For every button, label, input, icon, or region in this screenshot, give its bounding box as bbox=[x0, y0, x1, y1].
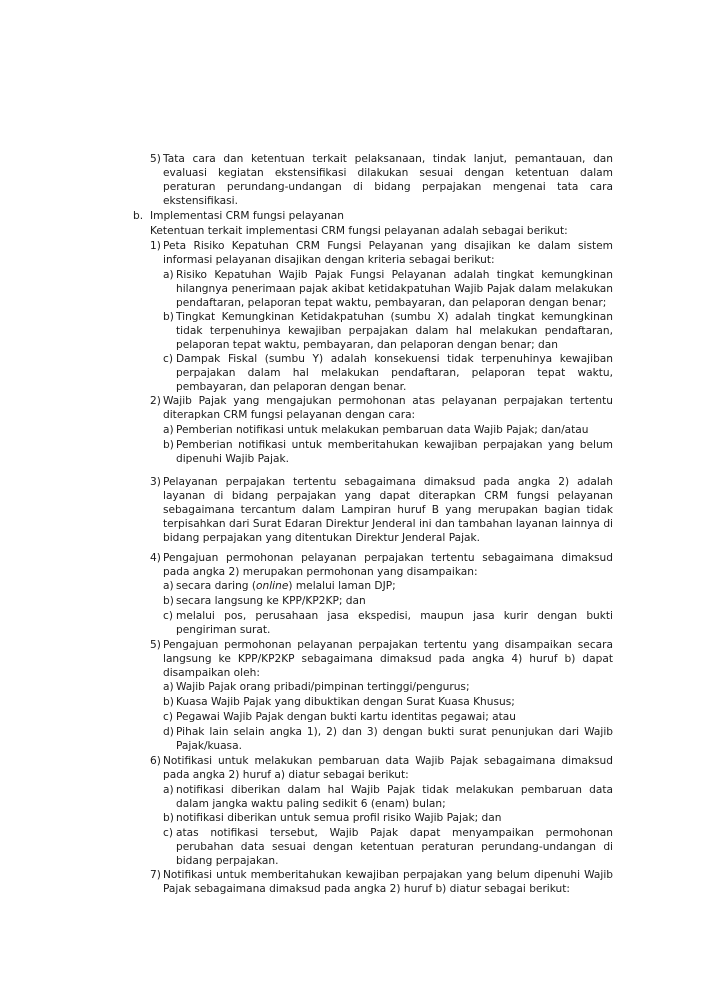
item-number: 7) bbox=[150, 869, 161, 881]
item-letter: d) bbox=[163, 726, 174, 738]
item-text: Pengajuan permohonan pelayanan perpajakan tertentu sebagaimana dimaksud pada angka 2) merupakan permohonan yang disampaikan: bbox=[163, 552, 613, 578]
item-text: Pegawai Wajib Pajak dengan bukti kartu identitas pegawai; atau bbox=[176, 711, 517, 723]
item-text bbox=[176, 579, 613, 593]
list-item-5c bbox=[163, 710, 613, 724]
list-item-6c bbox=[163, 826, 613, 868]
item-letter: a) bbox=[163, 681, 174, 693]
item-letter: b) bbox=[163, 812, 174, 824]
list-item-7 bbox=[150, 868, 613, 896]
list-item-2 bbox=[150, 394, 613, 422]
item-letter: a) bbox=[163, 784, 174, 796]
list-item-2b bbox=[163, 438, 613, 466]
item-text: Risiko Kepatuhan Wajib Pajak Fungsi Pelayanan adalah tingkat kemungkinan hilangnya penerimaan pajak akibat ketidakpatuhan Wajib Pajak dalam melakukan pendaftaran, pelaporan tepat waktu, pembayaran, dan pelaporan dengan benar; bbox=[176, 269, 613, 309]
item-number: 3) bbox=[150, 476, 161, 488]
list-item-5a bbox=[163, 680, 613, 694]
document-body bbox=[133, 152, 613, 896]
item-text: Kuasa Wajib Pajak yang dibuktikan dengan Surat Kuasa Khusus; bbox=[176, 696, 515, 708]
item-letter: c) bbox=[163, 353, 173, 365]
list-item-3 bbox=[150, 475, 613, 545]
paragraph-text: Ketentuan terkait implementasi CRM fungsi pelayanan adalah sebagai berikut: bbox=[150, 225, 568, 237]
item-number: 4) bbox=[150, 552, 161, 564]
item-text: notifikasi diberikan dalam hal Wajib Pajak tidak melakukan pembaruan data dalam jangka waktu paling sedikit 6 (enam) bulan; bbox=[176, 784, 613, 810]
list-item-1c bbox=[163, 352, 613, 394]
item-text: Peta Risiko Kepatuhan CRM Fungsi Pelayanan yang disajikan ke dalam sistem informasi pelayanan disajikan dengan kriteria sebagai berikut: bbox=[163, 240, 613, 266]
item-text: Pihak lain selain angka 1), 2) dan 3) dengan bukti surat penunjukan dari Wajib Pajak/kuasa. bbox=[176, 726, 613, 752]
item-text: Tingkat Kemungkinan Ketidakpatuhan (sumbu X) adalah tingkat kemungkinan tidak terpenuhinya kewajiban perpajakan dalam hal melakukan pendaftaran, pelaporan tepat waktu, pembayaran, dan pelaporan dengan benar; dan bbox=[176, 311, 613, 351]
list-item-5b bbox=[163, 695, 613, 709]
intro-paragraph bbox=[150, 224, 613, 238]
item-text: atas notifikasi tersebut, Wajib Pajak dapat menyampaikan permohonan perubahan data sesuai dengan ketentuan peraturan perundang-undangan di bidang perpajakan. bbox=[176, 827, 613, 867]
item-letter: b) bbox=[163, 311, 174, 323]
list-item-5 bbox=[150, 638, 613, 680]
list-item-6 bbox=[150, 754, 613, 782]
item-text: Dampak Fiskal (sumbu Y) adalah konsekuensi tidak terpenuhinya kewajiban perpajakan dalam hal melakukan pendaftaran, pelaporan tepat waktu, pembayaran, dan pelaporan dengan benar. bbox=[176, 353, 613, 393]
item-text: Pelayanan perpajakan tertentu sebagaimana dimaksud pada angka 2) adalah layanan di bidang perpajakan yang dapat diterapkan CRM fungsi pelayanan sebagaimana tercantum dalam Lampiran huruf B yang merupakan bagian tidak terpisahkan dari Surat Edaran Direktur Jenderal ini dan tambahan layanan lainnya di bidang perpajakan yang ditentukan Direktur Jenderal Pajak. bbox=[163, 476, 613, 544]
list-item-4c bbox=[163, 609, 613, 637]
list-item-a5 bbox=[150, 152, 613, 208]
item-letter: a) bbox=[163, 580, 174, 592]
text-part: ) melalui laman DJP; bbox=[288, 580, 396, 592]
list-item-1 bbox=[150, 239, 613, 267]
item-text: Pemberian notifikasi untuk melakukan pembaruan data Wajib Pajak; dan/atau bbox=[176, 424, 589, 436]
item-text: melalui pos, perusahaan jasa ekspedisi, maupun jasa kurir dengan bukti pengiriman surat. bbox=[176, 610, 613, 636]
item-number: 1) bbox=[150, 240, 161, 252]
list-item-4a bbox=[163, 579, 613, 593]
list-item-4 bbox=[150, 551, 613, 579]
item-number: 5) bbox=[150, 639, 161, 651]
item-letter: b) bbox=[163, 696, 174, 708]
item-number: 6) bbox=[150, 755, 161, 767]
item-letter: b) bbox=[163, 595, 174, 607]
item-letter: a) bbox=[163, 269, 174, 281]
item-text: Wajib Pajak yang mengajukan permohonan atas pelayanan perpajakan tertentu diterapkan CRM fungsi pelayanan dengan cara: bbox=[163, 395, 613, 421]
list-item-6a bbox=[163, 783, 613, 811]
italic-term: online bbox=[256, 580, 289, 592]
list-item-1b bbox=[163, 310, 613, 352]
item-letter: c) bbox=[163, 827, 173, 839]
item-text: notifikasi diberikan untuk semua profil risiko Wajib Pajak; dan bbox=[176, 812, 502, 824]
list-item-6b bbox=[163, 811, 613, 825]
item-letter: c) bbox=[163, 610, 173, 622]
item-text: Pemberian notifikasi untuk memberitahukan kewajiban perpajakan yang belum dipenuhi Wajib Pajak. bbox=[176, 439, 613, 465]
list-item-5d bbox=[163, 725, 613, 753]
list-item-1a bbox=[163, 268, 613, 310]
item-text: Wajib Pajak orang pribadi/pimpinan tertinggi/pengurus; bbox=[176, 681, 470, 693]
list-item-4b bbox=[163, 594, 613, 608]
list-item-2a bbox=[163, 423, 613, 437]
item-letter: c) bbox=[163, 711, 173, 723]
text-part: secara daring ( bbox=[176, 580, 257, 592]
item-text: Pengajuan permohonan pelayanan perpajakan tertentu yang disampaikan secara langsung ke KPP/KP2KP sebagaimana dimaksud pada angka 4) huruf b) dapat disampaikan oleh: bbox=[163, 639, 613, 679]
item-text: Tata cara dan ketentuan terkait pelaksanaan, tindak lanjut, pemantauan, dan evaluasi kegiatan ekstensifikasi dilakukan sesuai dengan ketentuan dalam peraturan perundang-undangan di bidang perpajakan mengenai tata cara ekstensifikasi. bbox=[163, 153, 613, 207]
section-title: Implementasi CRM fungsi pelayanan bbox=[150, 210, 344, 222]
item-number: 2) bbox=[150, 395, 161, 407]
item-text: secara langsung ke KPP/KP2KP; dan bbox=[176, 595, 366, 607]
section-b-heading bbox=[133, 209, 613, 223]
item-number: 5) bbox=[150, 153, 161, 165]
section-letter: b. bbox=[133, 210, 144, 222]
item-letter: a) bbox=[163, 424, 174, 436]
item-text: Notifikasi untuk melakukan pembaruan data Wajib Pajak sebagaimana dimaksud pada angka 2) huruf a) diatur sebagai berikut: bbox=[163, 755, 613, 781]
item-letter: b) bbox=[163, 439, 174, 451]
item-text: Notifikasi untuk memberitahukan kewajiban perpajakan yang belum dipenuhi Wajib Pajak sebagaimana dimaksud pada angka 2) huruf b) diatur sebagai berikut: bbox=[163, 869, 613, 895]
